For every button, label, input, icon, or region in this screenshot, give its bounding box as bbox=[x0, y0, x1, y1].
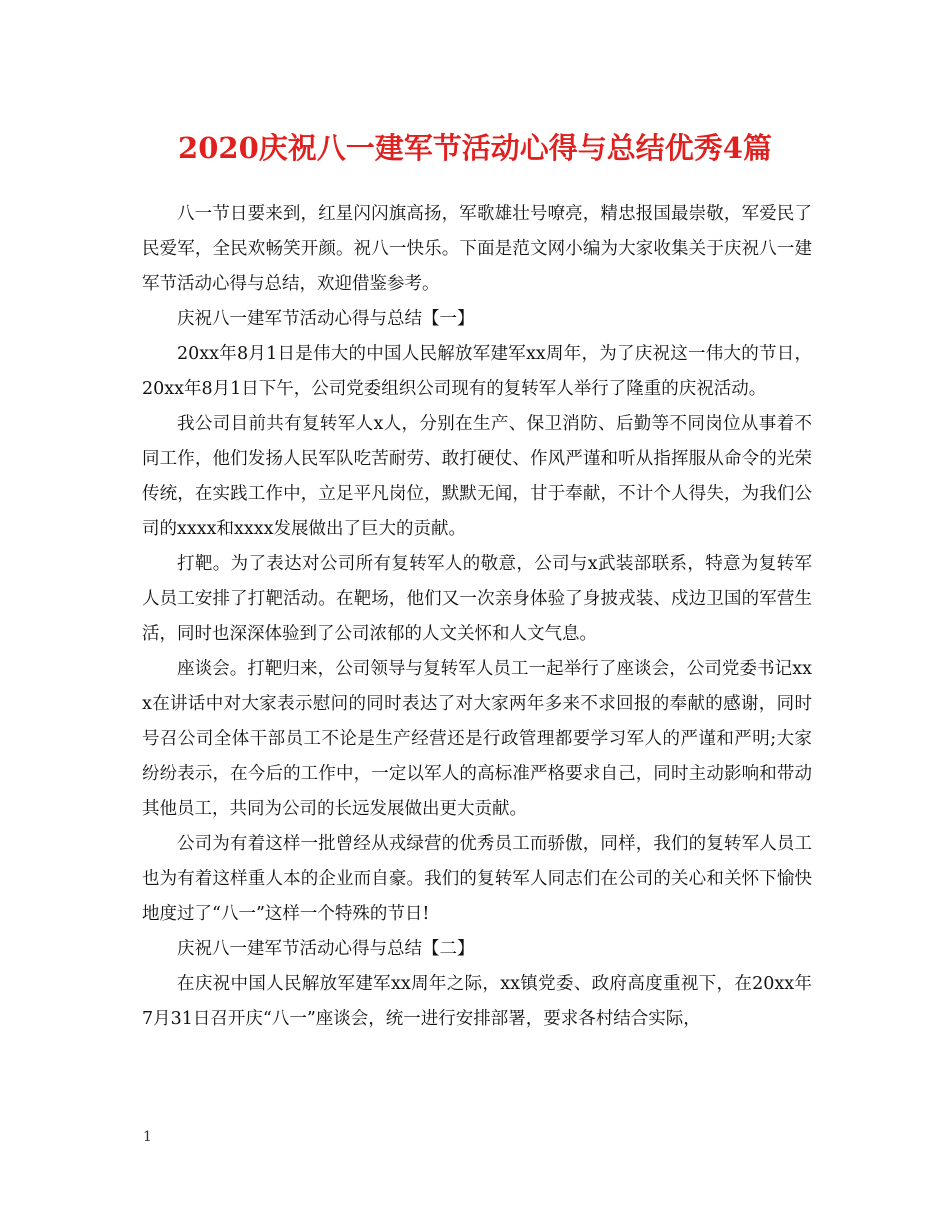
body-paragraph: 我公司目前共有复转军人x人，分别在生产、保卫消防、后勤等不同岗位从事着不同工作，他们发扬人民军队吃苦耐劳、敢打硬仗、作风严谨和听从指挥服从命令的光荣传统，在实践工作中，立足平凡岗位，默默无闻，甘于奉献，不计个人得失，为我们公司的xxxx和xxxx发展做出了巨大的贡献。 bbox=[142, 414, 812, 539]
body-paragraph: 打靶。为了表达对公司所有复转军人的敬意，公司与x武装部联系，特意为复转军人员工安排了打靶活动。在靶场，他们又一次亲身体验了身披戎装、戍边卫国的军营生活，同时也深深体验到了公司浓郁的人文关怀和人文气息。 bbox=[142, 554, 812, 644]
body-paragraph: 座谈会。打靶归来，公司领导与复转军人员工一起举行了座谈会，公司党委书记xxx在讲话中对大家表示慰问的同时表达了对大家两年多来不求回报的奉献的感谢，同时号召公司全体干部员工不论是生产经营还是行政管理都要学习军人的严谨和严明;大家纷纷表示，在今后的工作中，一定以军人的高标准严格要求自己，同时主动影响和带动其他员工，共同为公司的长远发展做出更大贡献。 bbox=[142, 659, 812, 819]
document-body bbox=[142, 197, 812, 1037]
section-heading-1: 庆祝八一建军节活动心得与总结【一】 bbox=[177, 309, 475, 329]
page-number: 1 bbox=[143, 1129, 152, 1145]
body-paragraph: 20xx年8月1日是伟大的中国人民解放军建军xx周年，为了庆祝这一伟大的节日，20xx年8月1日下午，公司党委组织公司现有的复转军人举行了隆重的庆祝活动。 bbox=[142, 344, 812, 399]
section-heading-2: 庆祝八一建军节活动心得与总结【二】 bbox=[177, 939, 475, 959]
document-title: 2020庆祝八一建军节活动心得与总结优秀4篇 bbox=[178, 131, 772, 165]
body-paragraph: 公司为有着这样一批曾经从戎绿营的优秀员工而骄傲，同样，我们的复转军人员工也为有着这样重人本的企业而自豪。我们的复转军人同志们在公司的关心和关怀下愉快地度过了“八一”这样一个特殊的节日! bbox=[142, 834, 812, 924]
body-paragraph: 在庆祝中国人民解放军建军xx周年之际，xx镇党委、政府高度重视下，在20xx年7月31日召开庆“八一”座谈会，统一进行安排部署，要求各村结合实际， bbox=[142, 974, 812, 1029]
intro-paragraph: 八一节日要来到，红星闪闪旗高扬，军歌雄壮号嘹亮，精忠报国最崇敬，军爱民了民爱军，全民欢畅笑开颜。祝八一快乐。下面是范文网小编为大家收集关于庆祝八一建军节活动心得与总结，欢迎借鉴参考。 bbox=[142, 204, 812, 294]
